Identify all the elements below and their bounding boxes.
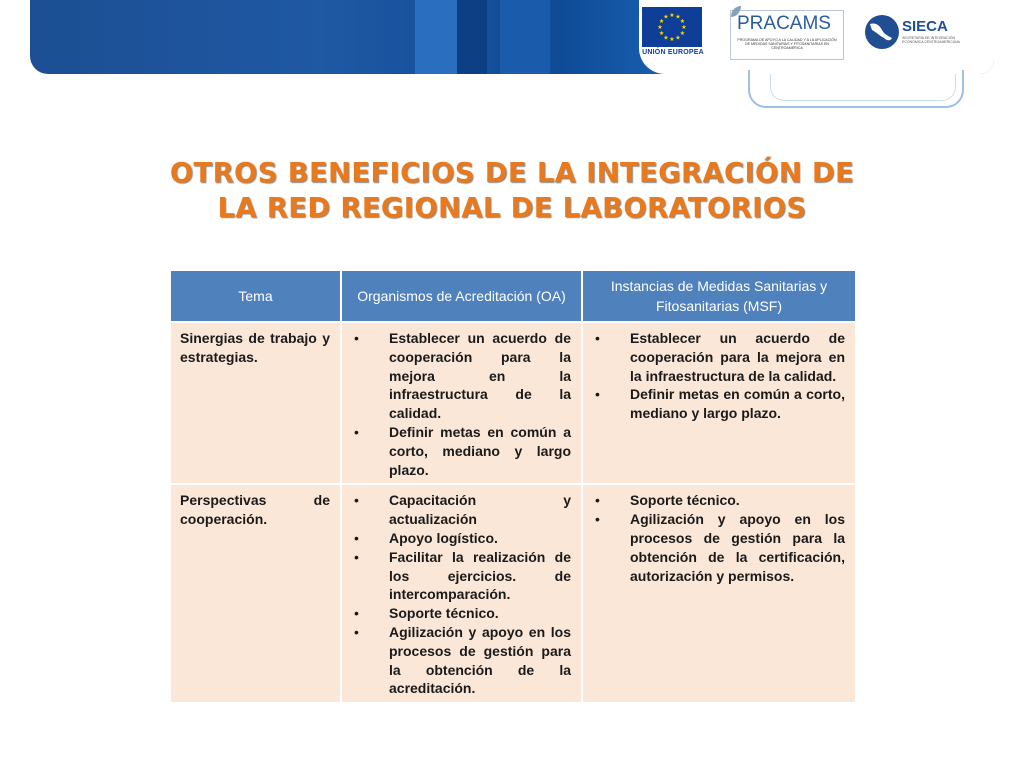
msf-cell [582, 484, 856, 703]
list-item: • Agilización y apoyo en los procesos de gestión para la obtención de la acreditación. [351, 623, 571, 698]
list-item: • Capacitación y actualización [351, 491, 571, 529]
list-item: • Definir metas en común a corto, mediano y largo plazo. [351, 423, 571, 479]
sieca-wordmark: SIECA [902, 18, 948, 35]
svg-text:★: ★ [663, 34, 669, 42]
svg-text:★: ★ [658, 18, 665, 25]
page-title [100, 156, 924, 226]
msf-list [592, 329, 845, 423]
title-line-2: LA RED REGIONAL DE LABORATORIOS [217, 192, 807, 224]
pracams-subtext: PROGRAMA DE APOYO A LA CALIDAD Y A LA APLICACIÓN DE MEDIDAS SANITARIAS Y FITOSANITARIAS EN CENTROAMÉRICA [737, 38, 837, 51]
oa-cell [341, 484, 582, 703]
svg-text:★: ★ [669, 36, 675, 43]
eu-caption: UNIÓN EUROPEA [642, 49, 704, 56]
tema-text-line: estrategias. [180, 348, 258, 365]
eu-flag-icon [642, 7, 702, 47]
tema-cell [170, 484, 341, 703]
svg-text:★: ★ [675, 13, 681, 21]
svg-text:★: ★ [663, 13, 669, 21]
oa-list [351, 491, 571, 698]
pracams-wordmark: PRACAMS [737, 13, 831, 34]
list-item: • Facilitar la realización de los ejercicios. de intercomparación. [351, 548, 571, 604]
svg-text:★: ★ [658, 30, 665, 37]
list-item: • Establecer un acuerdo de cooperación para la mejora en la infraestructura de la calidad. [592, 329, 845, 385]
eu-logo [642, 7, 704, 59]
list-item: • Apoyo logístico. [351, 529, 571, 548]
table-row [170, 322, 856, 484]
tema-text-line: Perspectivas de [180, 492, 330, 509]
svg-text:★: ★ [675, 34, 681, 42]
column-header-msf: Instancias de Medidas Sanitarias y Fitosanitarias (MSF) [582, 270, 856, 322]
svg-text:★: ★ [657, 24, 663, 31]
oa-list [351, 329, 571, 479]
msf-list [592, 491, 845, 585]
title-line-1: OTROS BENEFICIOS DE LA INTEGRACIÓN DE [169, 157, 855, 189]
list-item: • Establecer un acuerdo de cooperación para la mejora en la infraestructura de la calidad. [351, 329, 571, 423]
header-tab-outline-inner [770, 74, 956, 101]
sieca-logo [864, 12, 960, 52]
banner-stripe-light [415, 0, 457, 74]
column-header-oa: Organismos de Acreditación (OA) [341, 270, 582, 322]
banner-stripe-mid [500, 0, 550, 74]
svg-text:★: ★ [679, 18, 686, 25]
table-header-row [170, 270, 856, 322]
svg-text:★: ★ [669, 12, 675, 19]
sieca-globe-icon [864, 14, 900, 50]
sieca-subtext: SECRETARÍA DE INTEGRACIÓN ECONÓMICA CENTROAMERICANA [902, 36, 960, 44]
tema-cell [170, 322, 341, 484]
pracams-logo [730, 10, 844, 60]
eu-stars-icon [642, 7, 702, 47]
benefits-table [169, 269, 857, 704]
oa-cell [341, 322, 582, 484]
list-item: • Agilización y apoyo en los procesos de gestión para la obtención de la certificación, autorización y permisos. [592, 510, 845, 585]
banner-stripe-dark [457, 0, 487, 74]
table-row [170, 484, 856, 703]
msf-cell [582, 322, 856, 484]
tema-text-line: Sinergias de trabajo y [180, 330, 330, 346]
header-banner [30, 0, 994, 74]
list-item: • Definir metas en común a corto, mediano y largo plazo. [592, 385, 845, 423]
tema-text-line: cooperación. [180, 511, 268, 528]
svg-text:★: ★ [681, 24, 687, 31]
list-item: • Soporte técnico. [592, 491, 845, 510]
column-header-tema: Tema [170, 270, 341, 322]
svg-text:★: ★ [679, 30, 686, 37]
list-item: • Soporte técnico. [351, 604, 571, 623]
